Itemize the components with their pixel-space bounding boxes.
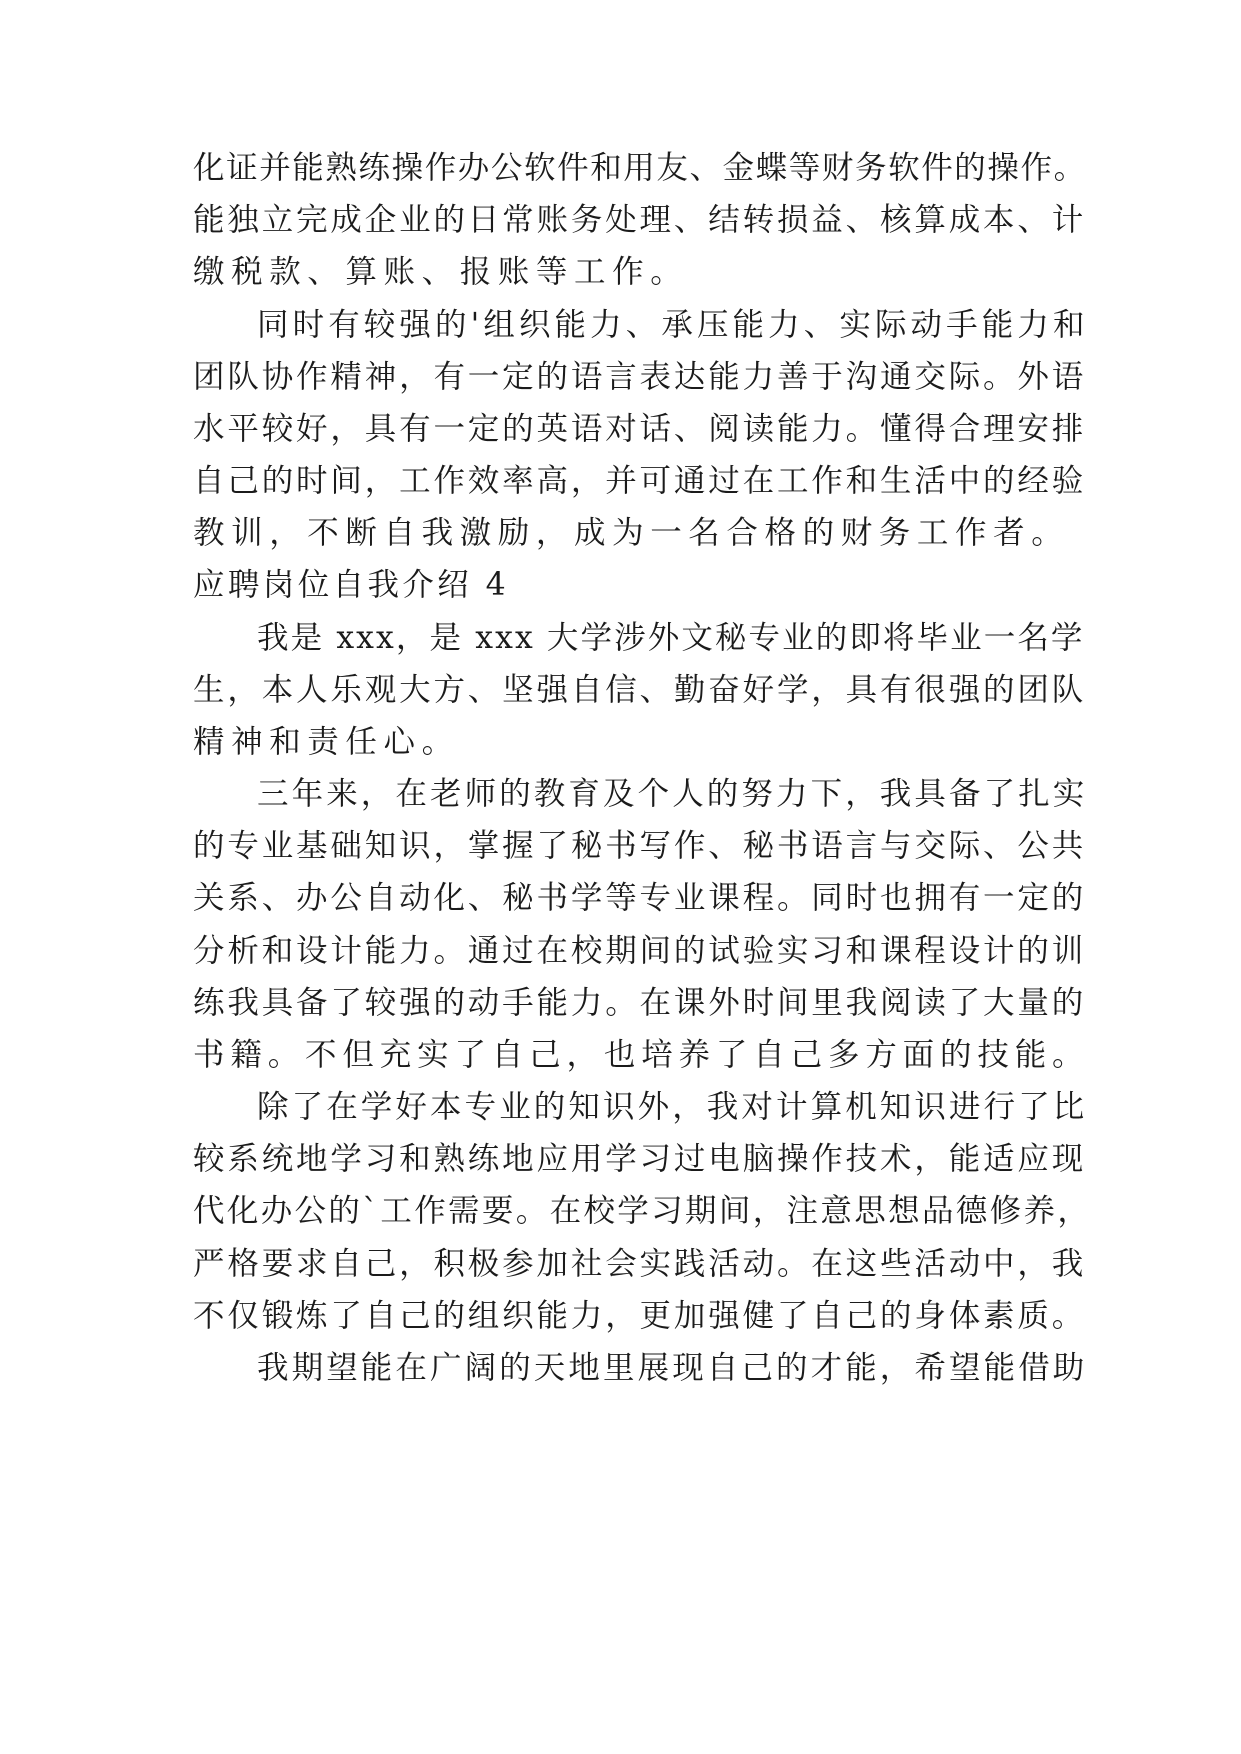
- text-line: 能独立完成企业的日常账务处理、结转损益、核算成本、计: [193, 202, 1087, 238]
- text-line: 我是 xxx，是 xxx 大学涉外文秘专业的即将毕业一名学: [257, 620, 1085, 656]
- text-line: 团队协作精神，有一定的语言表达能力善于沟通交际。外语: [193, 359, 1087, 395]
- text-line: 自己的时间，工作效率高，并可通过在工作和生活中的经验: [193, 463, 1087, 499]
- text-line: 生，本人乐观大方、坚强自信、勤奋好学，具有很强的团队: [193, 672, 1087, 708]
- text-line: 我期望能在广阔的天地里展现自己的才能，希望能借助: [257, 1350, 1088, 1386]
- text-line: 分析和设计能力。通过在校期间的试验实习和课程设计的训: [193, 933, 1087, 969]
- text-line: 精神和责任心。: [193, 724, 460, 760]
- text-line: 书籍。不但充实了自己，也培养了自己多方面的技能。: [193, 1037, 1090, 1073]
- text-line: 教训，不断自我激励，成为一名合格的财务工作者。: [193, 515, 1070, 551]
- text-line: 练我具备了较强的动手能力。在课外时间里我阅读了大量的: [193, 985, 1087, 1021]
- text-line: 代化办公的`工作需要。在校学习期间，注意思想品德修养，: [193, 1193, 1092, 1229]
- text-line: 水平较好，具有一定的英语对话、阅读能力。懂得合理安排: [193, 411, 1087, 447]
- text-line: 同时有较强的'组织能力、承压能力、实际动手能力和: [257, 307, 1089, 343]
- text-line: 严格要求自己，积极参加社会实践活动。在这些活动中，我: [193, 1246, 1087, 1282]
- text-line: 除了在学好本专业的知识外，我对计算机知识进行了比: [257, 1089, 1088, 1125]
- text-line: 化证并能熟练操作办公软件和用友、金蝶等财务软件的操作。: [193, 150, 1087, 186]
- section-heading: 应聘岗位自我介绍 4: [193, 567, 510, 603]
- text-line: 关系、办公自动化、秘书学等专业课程。同时也拥有一定的: [193, 880, 1087, 916]
- text-line: 缴税款、算账、报账等工作。: [193, 254, 689, 290]
- text-line: 较系统地学习和熟练地应用学习过电脑操作技术，能适应现: [193, 1141, 1087, 1177]
- text-line: 三年来，在老师的教育及个人的努力下，我具备了扎实: [257, 776, 1088, 812]
- text-line: 的专业基础知识，掌握了秘书写作、秘书语言与交际、公共: [193, 828, 1087, 864]
- text-line: 不仅锻炼了自己的组织能力，更加强健了自己的身体素质。: [193, 1298, 1087, 1334]
